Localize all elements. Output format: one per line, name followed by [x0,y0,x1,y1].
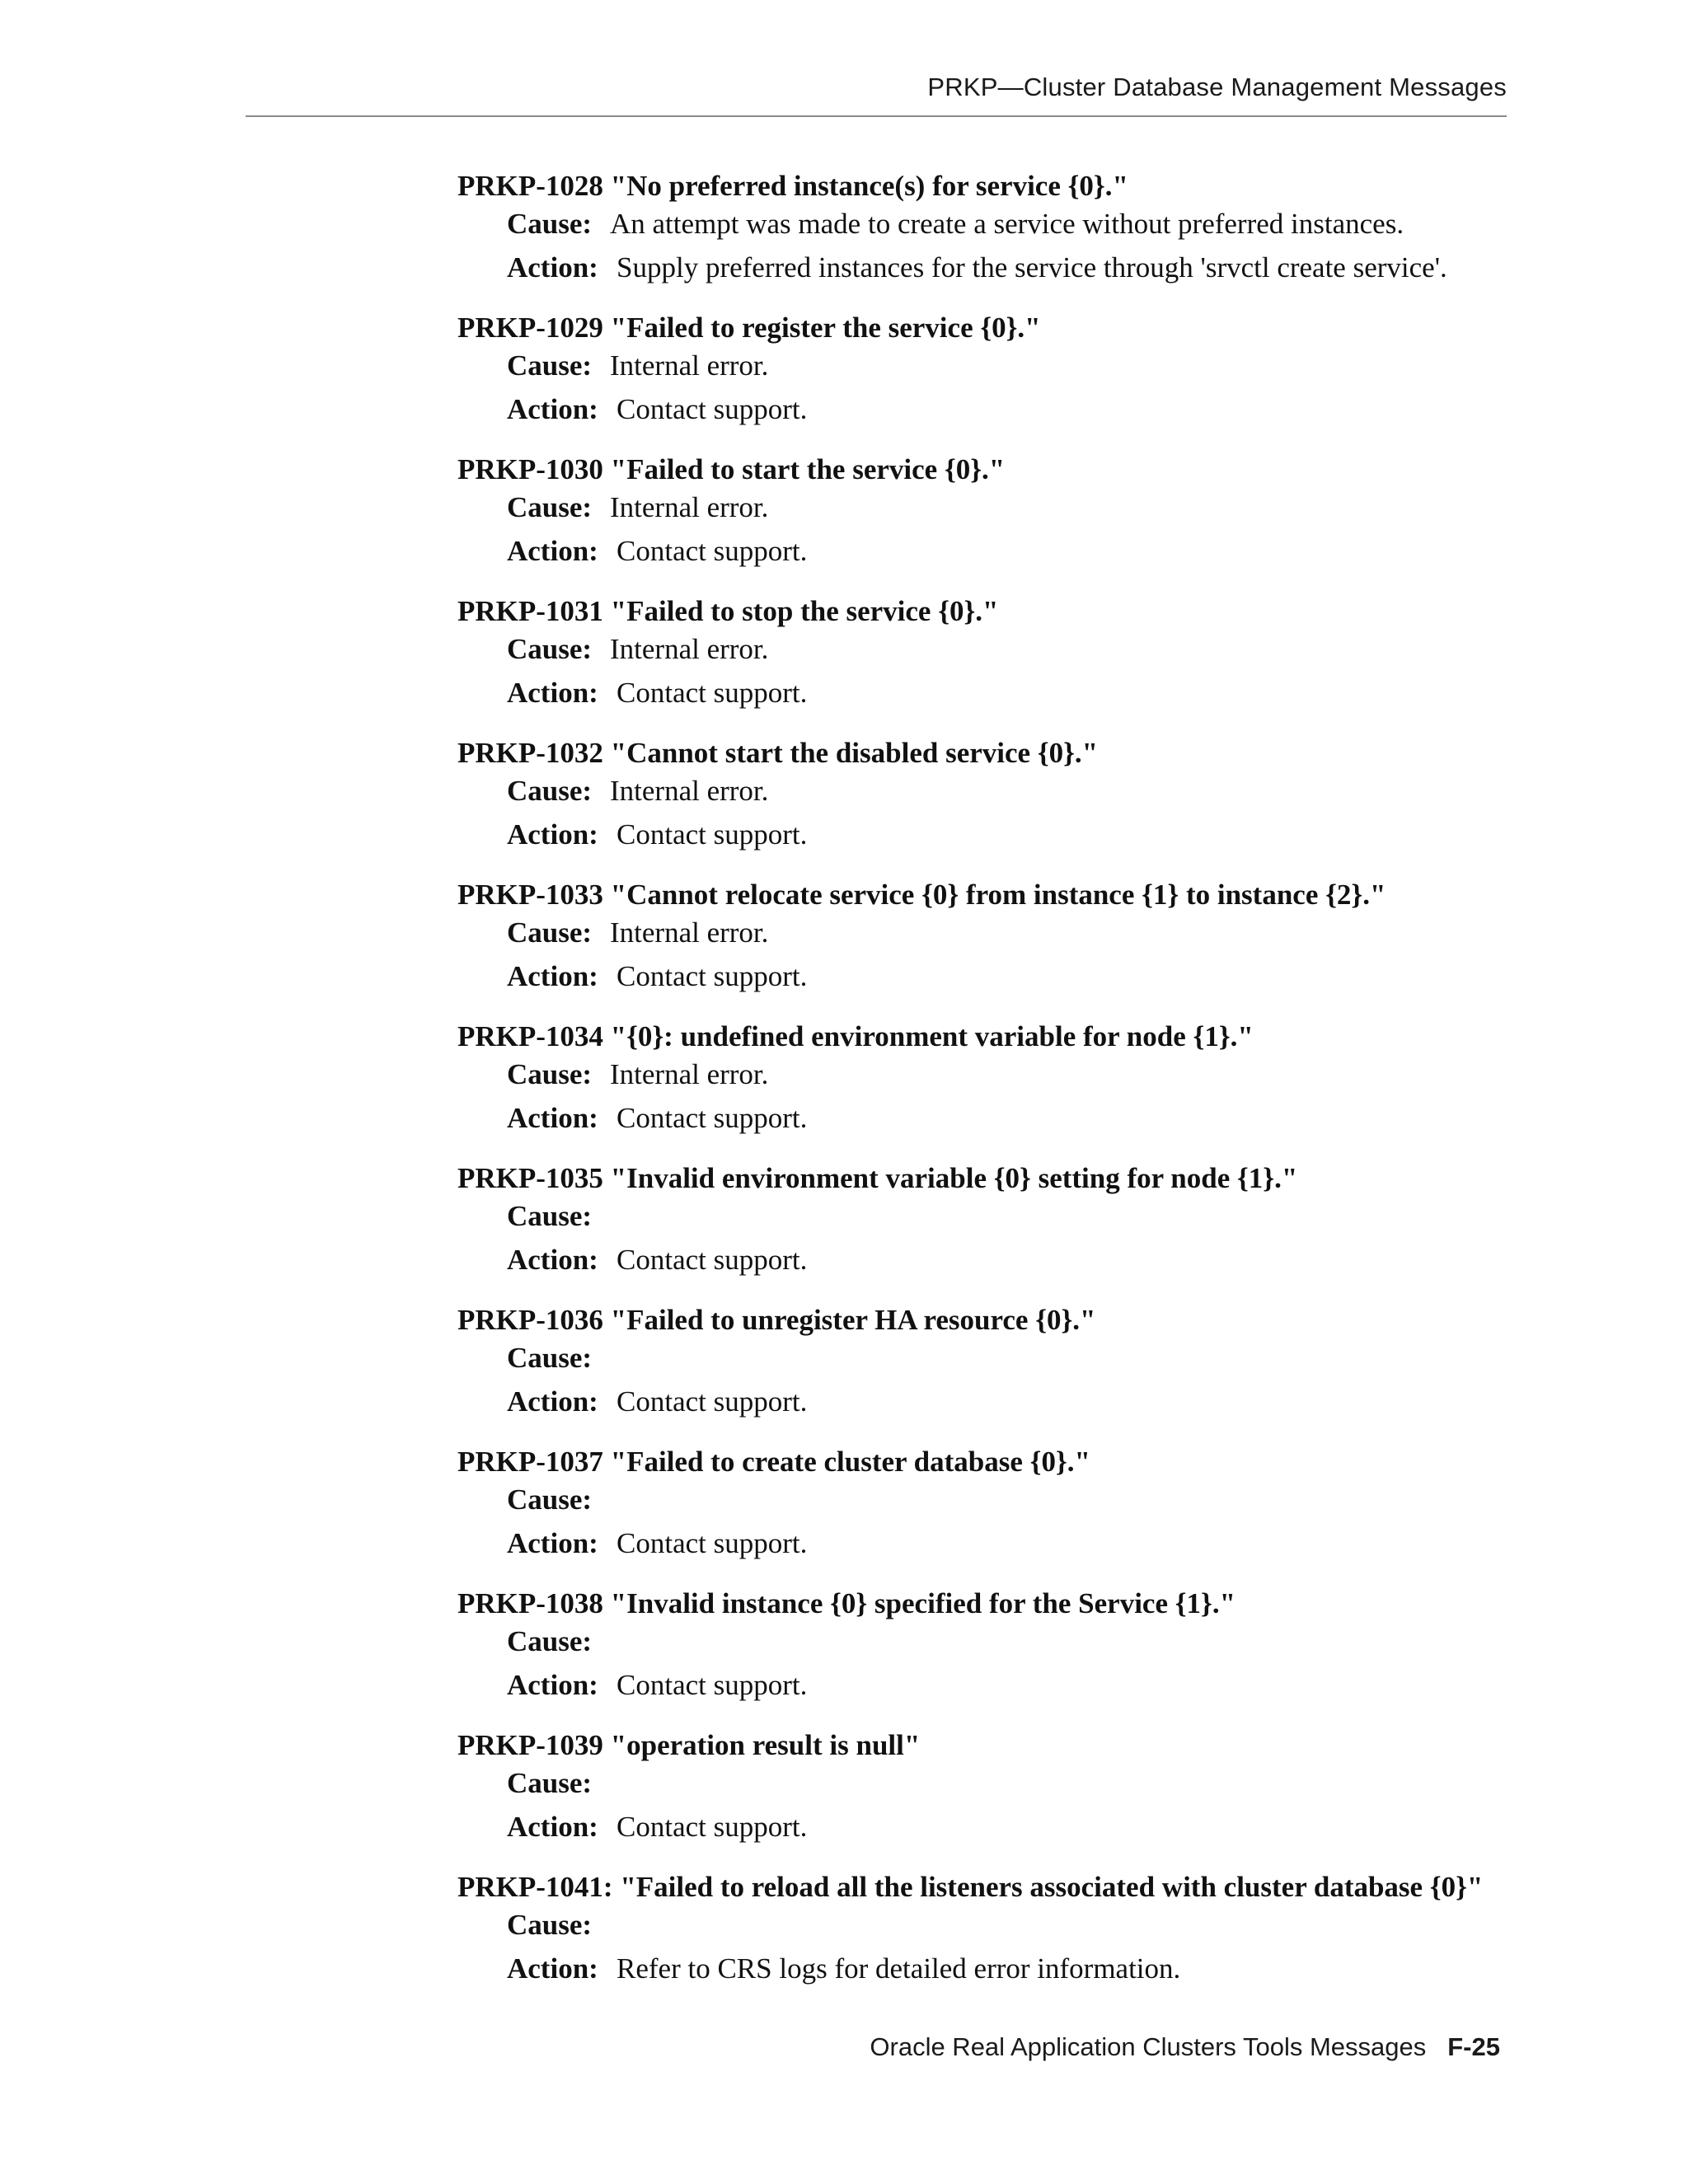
page-footer [870,2032,1500,2062]
cause-label: Cause: [507,1767,593,1799]
cause-label: Cause: [507,1342,593,1374]
cause-text: Internal error. [610,633,769,665]
message-title [457,1445,1090,1479]
cause-text: Internal error. [610,775,769,807]
message-code: PRKP-1032 [457,737,603,769]
action-text: Contact support. [617,1102,808,1134]
message-title [457,1728,920,1763]
message-title [457,1870,1483,1905]
action-label: Action: [507,818,598,851]
cause-row [507,632,768,667]
message-entry [457,311,1521,452]
action-label: Action: [507,393,598,425]
message-text: "Failed to create cluster database {0}." [610,1446,1090,1478]
action-label: Action: [507,1244,598,1276]
cause-label: Cause: [507,633,593,665]
message-code: PRKP-1028 [457,170,603,202]
action-row [507,1952,1180,1986]
action-row [507,1385,807,1419]
message-title [457,878,1386,912]
cause-row [507,207,1404,241]
message-text: "Failed to stop the service {0}." [610,595,999,627]
header-title: PRKP—Cluster Database Management Messages [927,73,1507,101]
message-text: "No preferred instance(s) for service {0}." [610,170,1128,202]
cause-label: Cause: [507,1625,593,1657]
message-title [457,452,1005,487]
message-title [457,736,1098,771]
cause-label: Cause: [507,349,593,382]
action-row [507,392,807,427]
message-title [457,594,998,629]
message-title [457,1586,1236,1621]
action-label: Action: [507,677,598,709]
action-text: Contact support. [617,535,808,567]
cause-label: Cause: [507,208,593,240]
message-code: PRKP-1030 [457,453,603,485]
cause-row [507,1908,610,1943]
message-entry [457,169,1521,311]
action-text: Supply preferred instances for the service through 'srvctl create service'. [617,251,1447,284]
cause-row [507,774,768,808]
cause-text: Internal error. [610,916,769,949]
action-label: Action: [507,1527,598,1559]
cause-label: Cause: [507,1483,593,1516]
action-row [507,676,807,710]
message-entry [457,1445,1521,1586]
action-text: Contact support. [617,1527,808,1559]
action-text: Refer to CRS logs for detailed error information. [617,1952,1181,1985]
action-label: Action: [507,1669,598,1701]
message-text: "Failed to unregister HA resource {0}." [610,1304,1096,1336]
message-code: PRKP-1029 [457,312,603,344]
action-label: Action: [507,1102,598,1134]
action-row [507,251,1447,285]
message-list [457,169,1521,2012]
message-entry [457,1161,1521,1303]
message-code: PRKP-1036 [457,1304,603,1336]
message-code: PRKP-1033 [457,879,603,911]
message-entry [457,736,1521,878]
message-text: "{0}: undefined environment variable for node {1}." [610,1020,1254,1052]
cause-label: Cause: [507,491,593,523]
cause-row [507,916,768,950]
message-code: PRKP-1037 [457,1446,603,1478]
running-header [246,73,1507,117]
message-text: "operation result is null" [610,1729,921,1761]
message-text: "Failed to reload all the listeners associated with cluster database {0}" [620,1871,1484,1903]
action-text: Contact support. [617,818,808,851]
action-text: Contact support. [617,677,808,709]
action-label: Action: [507,1385,598,1418]
cause-text: Internal error. [610,1058,769,1090]
cause-text: An attempt was made to create a service without preferred instances. [610,208,1404,240]
message-text: "Invalid instance {0} specified for the Service {1}." [610,1587,1236,1619]
cause-row [507,1341,610,1376]
action-label: Action: [507,535,598,567]
cause-label: Cause: [507,1058,593,1090]
action-row [507,1101,807,1136]
message-code: PRKP-1041: [457,1871,613,1903]
message-entry [457,1870,1521,2012]
cause-row [507,349,768,383]
message-entry [457,452,1521,594]
action-label: Action: [507,251,598,284]
action-text: Contact support. [617,1669,808,1701]
message-code: PRKP-1038 [457,1587,603,1619]
message-entry [457,1019,1521,1161]
action-text: Contact support. [617,1811,808,1843]
action-text: Contact support. [617,1385,808,1418]
action-row [507,1810,807,1844]
cause-label: Cause: [507,1200,593,1232]
cause-row [507,1624,610,1659]
action-row [507,818,807,852]
message-entry [457,1728,1521,1870]
action-row [507,1526,807,1561]
message-title [457,1161,1297,1196]
footer-book-title: Oracle Real Application Clusters Tools Messages [870,2032,1427,2061]
action-text: Contact support. [617,960,808,992]
cause-label: Cause: [507,916,593,949]
cause-text: Internal error. [610,349,769,382]
cause-text: Internal error. [610,491,769,523]
action-label: Action: [507,960,598,992]
action-row [507,1668,807,1703]
message-text: "Cannot start the disabled service {0}." [610,737,1099,769]
cause-row [507,1766,610,1801]
action-label: Action: [507,1811,598,1843]
cause-label: Cause: [507,1909,593,1941]
message-code: PRKP-1034 [457,1020,603,1052]
action-row [507,1243,807,1277]
message-text: "Cannot relocate service {0} from instance {1} to instance {2}." [610,879,1386,911]
message-code: PRKP-1035 [457,1162,603,1194]
message-text: "Failed to register the service {0}." [610,312,1041,344]
cause-label: Cause: [507,775,593,807]
cause-row [507,1199,610,1234]
message-entry [457,1303,1521,1445]
message-code: PRKP-1031 [457,595,603,627]
message-entry [457,878,1521,1019]
page-number: F-25 [1447,2032,1500,2061]
action-label: Action: [507,1952,598,1985]
message-title [457,1303,1095,1338]
cause-row [507,1483,610,1517]
action-text: Contact support. [617,1244,808,1276]
message-entry [457,594,1521,736]
action-row [507,959,807,994]
action-text: Contact support. [617,393,808,425]
message-entry [457,1586,1521,1728]
message-title [457,311,1041,345]
message-text: "Failed to start the service {0}." [610,453,1006,485]
message-code: PRKP-1039 [457,1729,603,1761]
cause-row [507,1057,768,1092]
cause-row [507,490,768,525]
message-text: "Invalid environment variable {0} setting for node {1}." [610,1162,1298,1194]
message-title [457,1019,1254,1054]
action-row [507,534,807,569]
message-title [457,169,1128,204]
